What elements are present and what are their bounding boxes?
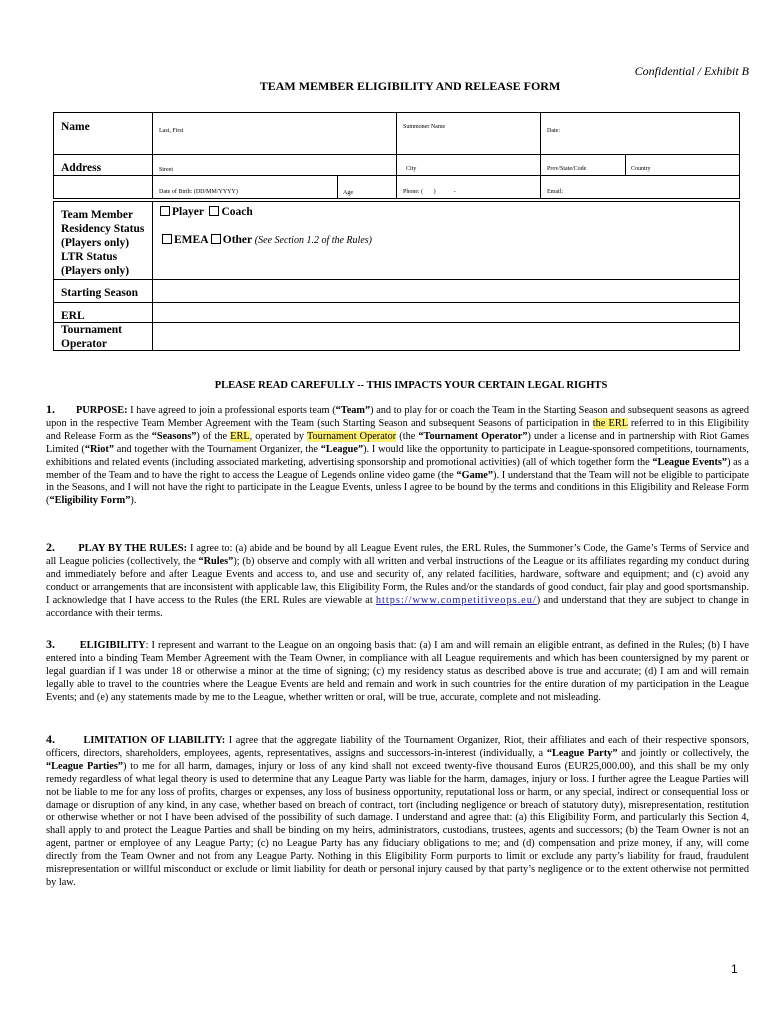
other-note: (See Section 1.2 of the Rules) — [254, 235, 372, 246]
erl-label: ERL — [61, 310, 85, 322]
legal-rights-notice: PLEASE READ CAREFULLY -- THIS IMPACTS YOUR CERTAIN LEGAL RIGHTS — [214, 380, 608, 391]
starting-season-label: Starting Season — [61, 287, 138, 299]
player-option[interactable]: Player Coach — [160, 206, 253, 218]
address-label: Address — [61, 162, 102, 174]
residency-status-label: Residency Status (Players only) — [61, 223, 145, 249]
phone-field[interactable]: Phone: ( ) - — [403, 189, 456, 195]
form-status-table — [53, 201, 740, 351]
coach-checkbox[interactable] — [209, 206, 219, 216]
residency-options — [162, 234, 372, 246]
section-play-by-the-rules: 2. PLAY BY THE RULES: I agree to: (a) abide and be bound by all League Event rules, the ERL Rules, the Summoner’s Code, the Game’s Terms of Service and all League policies (collectively, the “Rules”); (b) observe and comply with all written and verbal instructions of the League or its affiliates regarding my conduct during and immediately before and after League Events and access to, and use and security of, any related facilities, hardware, software and equipment; and (c) avoid any conduct or arrangements that are inconsistent with applicable law, this Eligibility Form, the Rules and/or the standards of good conduct, fair play and good sportsmanship. I acknowledge that I have access to the Rules (the ERL Rules are viewable at https://www.competitiveops.eu/) and understand that they are subject to change in accordance with their terms. — [46, 540, 750, 619]
section-purpose: 1. PURPOSE: I have agreed to join a professional esports team (“Team”) and to play for or coach the Team in the Starting Season and subsequent seasons as agreed upon in the respective Team Member Agreement with the Team (such Starting Season and subsequent Seasons of participation in the ERL referred to in this Eligibility and Release Form as the “Seasons”) of the ERL, operated by Tournament Operator (the “Tournament Operator”) under a license and in partnership with Riot Games Limited (“Riot” and together with the Tournament Organizer, the “League”). I would like the opportunity to participate in League-sponsored competitions, tournaments, exhibitions and related events (including associated marketing, advertising sponsorship and promotional activities) (all of which together form the “League Events”) as a member of the Team and to have the right to access the League of Legends online video game (the “Game”). I understand that the Team will not be eligible to participate in the Seasons, and I will not have the right to participate in the League Events, unless I agree to be bound by the terms and conditions in this Eligibility and Release Form (“Eligibility Form”). — [46, 402, 750, 507]
page-number: 1 — [731, 962, 738, 976]
last-first-field[interactable]: Last, First — [159, 128, 184, 134]
country-field[interactable]: Country — [631, 166, 651, 172]
summoner-name-field[interactable]: Summoner Name — [403, 124, 446, 130]
coach-option[interactable]: Coach — [221, 206, 253, 218]
other-checkbox[interactable] — [211, 234, 221, 244]
date-of-birth-field[interactable]: Date of Birth: (DD/MM/YYYY) — [159, 189, 238, 195]
section-limitation-of-liability: 4. LIMITATION OF LIABILITY: I agree that the aggregate liability of the Tournament Organizer, Riot, their affiliates and each of their respective sponsors, officers, directors, shareholders, employees, agents, representatives, assigns and successors-in-interest (individually, a “League Party” and jointly or collectively, the “League Parties”) to me for all harm, damages, injury or loss of any kind shall not exceed twenty-five thousand Euros (EUR25,000.00), and this shall be my only remedy regardless of what legal theory is used to determine that any League Party was liable for the harm, damages, injury or loss. I further agree the League Parties will not be liable to me for any loss of profits, charges or expenses, any loss of business opportunity, reputational loss or harm, or any special, indirect or consequential loss or damage or disruption of any kind, in any case, whether based on breach of contract, tort (including negligence or breach of statutory duty), misrepresentation, restitution or otherwise whether or not I have been advised of the possibility of such damage. I understand and agree that: (a) this Eligibility Form, and particularly this Section 4, shall apply to and protect the League Parties and shall be binding on my heirs, administrators, custodians, trustees, agents and successors; (b) the Team Owner is not an agent, partner or employee of any League Party; (c) no League Party has any fiduciary obligations to me; and (d) compensation and prize money, if any, will come directly from the Team Owner and not from any League Party. Nothing in this Eligibility Form purports to limit or exclude any party’s liability for fraud, fraudulent misrepresentation or willful misconduct or exclude or limit liability for death or personal injury caused by that party’s negligence or to the extent otherwise not permitted by law. — [46, 732, 750, 888]
date-field[interactable]: Date: — [547, 128, 560, 134]
tournament-operator-label: Tournament Operator — [61, 324, 122, 350]
email-field[interactable]: Email: — [547, 189, 563, 195]
emea-option[interactable]: EMEA — [174, 234, 208, 246]
erl-rules-link[interactable]: https://www.competitiveops.eu/ — [375, 594, 537, 606]
team-member-label: Team Member — [61, 209, 134, 221]
emea-checkbox[interactable] — [162, 234, 172, 244]
ltr-status-label: LTR Status (Players only) — [61, 251, 130, 277]
street-field[interactable]: Street — [159, 167, 173, 173]
section-eligibility: 3. ELIGIBILITY: I represent and warrant to the League on an ongoing basis that: (a) I am and will remain an eligible entrant, as defined in the Rules; (b) I have entered into a binding Team Member Agreement with the Team Owner, in compliance with all League requirements and which has been countersigned by my parent or legal guardian if I was under 18 or otherwise a minor at the time of signing; (c) my residency status as described above is true and accurate; (d) I am and will remain legally able to travel to the countries where the League Events are held and remain and work in such countries for the entire duration of my participation in the League Events; and (e) any statements made by me to the League, whether written or oral, will be true, accurate, complete and not misleading. — [46, 637, 750, 703]
form-title: TEAM MEMBER ELIGIBILITY AND RELEASE FORM — [259, 79, 561, 93]
age-field[interactable]: Age — [343, 190, 353, 196]
province-state-code-field[interactable]: Prov/State/Code — [547, 166, 587, 172]
other-option[interactable]: Other — [222, 234, 252, 246]
player-checkbox[interactable] — [160, 206, 170, 216]
city-field[interactable]: City — [406, 166, 417, 172]
name-label: Name — [61, 121, 90, 133]
confidential-label: Confidential / Exhibit B — [634, 64, 749, 78]
